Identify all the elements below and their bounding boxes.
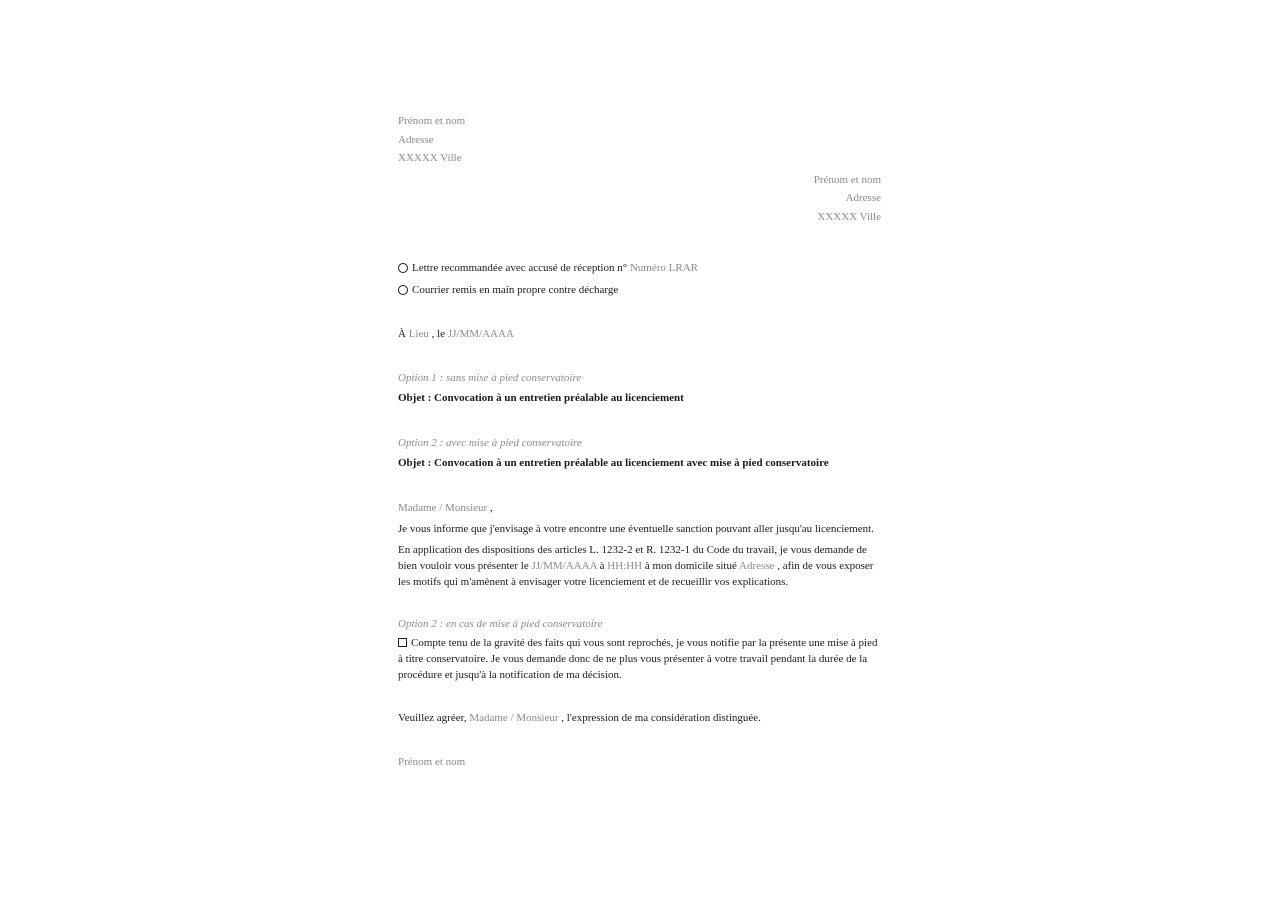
- body-paragraph-1: Je vous informe que j'envisage à votre encontre une éventuelle sanction pouvant aller jusqu'au licenciement.: [398, 523, 874, 535]
- option-mise-label: Option 2 : en cas de mise à pied conservatoire: [398, 618, 603, 630]
- option1-label: Option 1 : sans mise à pied conservatoire: [398, 372, 582, 384]
- body-paragraph-2: [398, 542, 881, 590]
- sender-city[interactable]: XXXXX Ville: [398, 152, 462, 164]
- checkbox-square-icon[interactable]: [398, 638, 407, 647]
- closing-line: [398, 709, 881, 727]
- interview-address-field[interactable]: Adresse: [739, 560, 775, 572]
- place-date-line: [398, 325, 881, 343]
- closing-suffix: , l'expression de ma considération distinguée.: [561, 712, 761, 724]
- option-mise-text: Compte tenu de la gravité des faits qui vous sont reprochés, je vous notifie par la présente une mise à pied à titre conservatoire. Je vous demande donc de ne plus vous présenter à votre travail pendant la durée de la procédure et jusqu'à la notification de ma décision.: [398, 637, 878, 681]
- date-prefix: À: [398, 328, 406, 340]
- date-middle: , le: [431, 328, 446, 340]
- delivery-option-lrar[interactable]: [398, 257, 881, 279]
- interview-date-field[interactable]: JJ/MM/AAAA: [531, 560, 597, 572]
- delivery-option-hand[interactable]: [398, 279, 881, 301]
- para2-text-b: à: [599, 560, 605, 572]
- closing-prefix: Veuillez agréer,: [398, 712, 467, 724]
- place-field[interactable]: Lieu: [408, 328, 429, 340]
- letter-body: [398, 112, 881, 771]
- signature-name[interactable]: Prénom et nom: [398, 756, 466, 768]
- sender-address[interactable]: Adresse: [398, 133, 434, 146]
- radio-circle-icon[interactable]: [398, 263, 408, 273]
- lrar-label: Lettre recommandée avec accusé de réception n°: [412, 262, 628, 274]
- recipient-city[interactable]: XXXXX Ville: [817, 210, 881, 223]
- date-field[interactable]: JJ/MM/AAAA: [447, 328, 514, 340]
- salutation: [398, 499, 881, 517]
- closing-title[interactable]: Madame / Monsieur: [469, 712, 559, 724]
- recipient-name[interactable]: Prénom et nom: [813, 173, 881, 186]
- para2-text-d: , afin de vous exposer les motifs qui m'amènent à envisager votre licenciement et de recueillir vos explications.: [398, 560, 874, 588]
- hand-delivery-label: Courrier remis en main propre contre décharge: [412, 284, 619, 296]
- para2-text-c: à mon domicile situé: [644, 560, 737, 572]
- salutation-comma: ,: [489, 502, 493, 514]
- delivery-mode: [398, 257, 881, 301]
- recipient-address[interactable]: Adresse: [845, 192, 881, 204]
- salutation-title[interactable]: Madame / Monsieur: [398, 502, 488, 514]
- option1-subject: Objet : Convocation à un entretien préalable au licenciement: [398, 392, 684, 404]
- interview-time-field[interactable]: HH:HH: [607, 560, 643, 572]
- sender-block: [398, 112, 881, 168]
- lrar-number[interactable]: Numéro LRAR: [629, 262, 698, 274]
- option-mise-paragraph: [398, 635, 881, 683]
- para2-text-a: En application des dispositions des articles L. 1232-2 et R. 1232-1 du Code du travail, je vous demande de bien vouloir vous présenter le: [398, 544, 867, 572]
- sender-name[interactable]: Prénom et nom: [398, 115, 466, 127]
- radio-circle-icon[interactable]: [398, 285, 408, 295]
- recipient-block: [398, 171, 881, 227]
- option2-label: Option 2 : avec mise à pied conservatoire: [398, 437, 582, 449]
- option2-subject: Objet : Convocation à un entretien préalable au licenciement avec mise à pied conservatoire: [398, 457, 829, 469]
